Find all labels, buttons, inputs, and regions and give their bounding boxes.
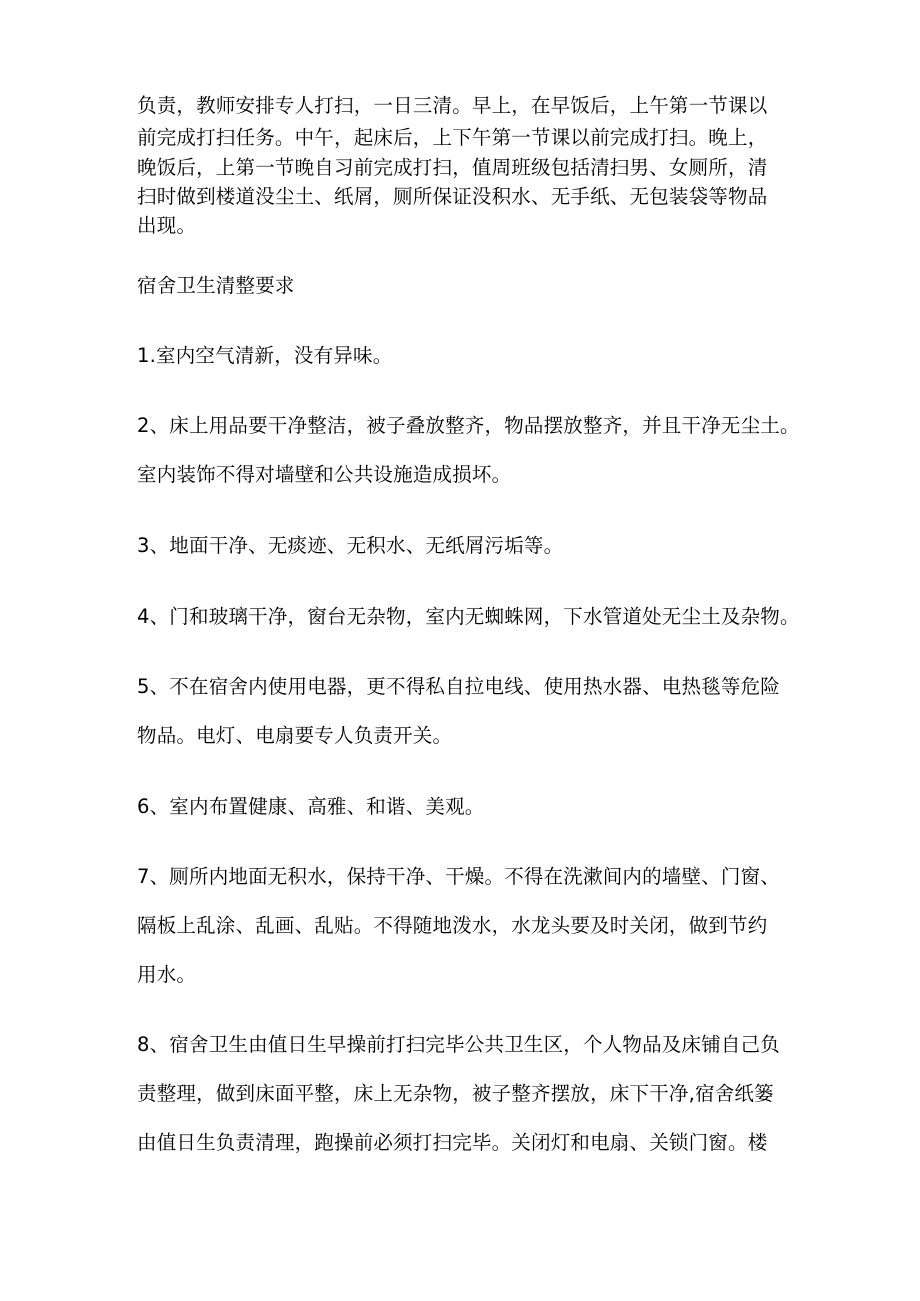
intro-line: 扫时做到楼道没尘土、纸屑，厕所保证没积水、无手纸、无包装袋等物品	[137, 185, 768, 208]
intro-line: 前完成打扫任务。中午，起床后，上下午第一节课以前完成打扫。晚上，	[137, 126, 768, 149]
list-item: 5、不在宿舍内使用电器，更不得私自拉电线、使用热水器、电热毯等危险	[137, 675, 781, 698]
list-item: 7、厕所内地面无积水，保持干净、干燥。不得在洗漱间内的墙壁、门窗、	[137, 865, 781, 888]
list-item-continuation: 由值日生负责清理，跑操前必须打扫完毕。关闭灯和电扇、关锁门窗。楼	[137, 1131, 768, 1154]
intro-line: 晚饭后，上第一节晚自习前完成打扫，值周班级包括清扫男、女厕所，清	[137, 156, 768, 179]
list-item: 4、门和玻璃干净，窗台无杂物，室内无蜘蛛网，下水管道处无尘土及杂物。	[137, 605, 800, 628]
list-item: 3、地面干净、无痰迹、无积水、无纸屑污垢等。	[137, 534, 564, 557]
list-item: 6、室内布置健康、高雅、和谐、美观。	[137, 795, 485, 818]
intro-line: 出现。	[137, 214, 197, 237]
list-item-continuation: 隔板上乱涂、乱画、乱贴。不得随地泼水，水龙头要及时关闭，做到节约	[137, 914, 768, 937]
list-item-continuation: 物品。电灯、电扇要专人负责开关。	[137, 724, 453, 747]
list-item-continuation: 责整理，做到床面平整，床上无杂物，被子整齐摆放，床下干净,宿舍纸篓	[137, 1082, 774, 1105]
list-item: 1.室内空气清新，没有异味。	[137, 344, 393, 367]
list-item-continuation: 用水。	[137, 963, 197, 986]
list-item: 8、宿舍卫生由值日生早操前打扫完毕公共卫生区，个人物品及床铺自己负	[137, 1033, 781, 1056]
intro-line: 负责，教师安排专人打扫，一日三清。早上，在早饭后，上午第一节课以	[137, 94, 768, 117]
list-item-continuation: 室内装饰不得对墙壁和公共设施造成损坏。	[137, 463, 512, 486]
list-item: 2、床上用品要干净整洁，被子叠放整齐，物品摆放整齐，并且干净无尘土。	[137, 414, 800, 437]
section-heading: 宿舍卫生清整要求	[137, 274, 295, 297]
